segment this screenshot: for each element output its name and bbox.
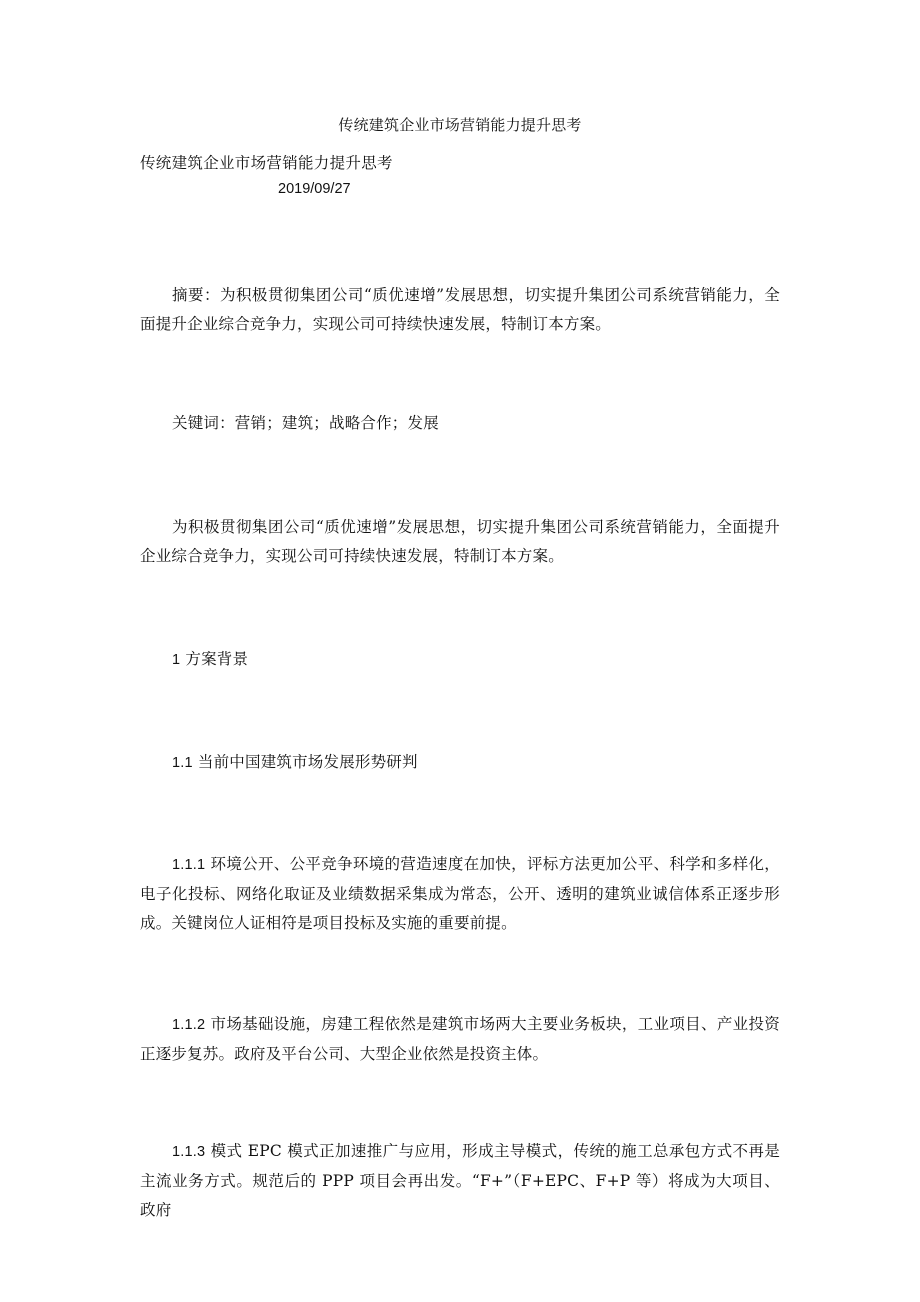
section-1-heading — [172, 647, 248, 672]
item-1-1-3-paragraph — [140, 1137, 780, 1225]
section-1-title: 方案背景 — [185, 650, 249, 668]
section-1-1-number: 1.1 — [172, 755, 193, 771]
document-subtitle: 传统建筑企业市场营销能力提升思考 — [140, 154, 393, 172]
section-1-1-title: 当前中国建筑市场发展形势研判 — [197, 753, 418, 771]
item-1-1-1-number: 1.1.1 — [172, 857, 206, 873]
section-1-number: 1 — [172, 652, 181, 668]
item-1-1-2-paragraph — [140, 1010, 780, 1069]
item-1-1-3-text: 模式 EPC 模式正加速推广与应用，形成主导模式，传统的施工总承包方式不再是主流业务方式。规范后的 PPP 项目会再出发。“F+”（F+EPC、F+P 等）将成为大项目、政府 — [140, 1142, 780, 1219]
section-1-1-heading — [172, 750, 418, 775]
intro-paragraph: 为积极贯彻集团公司“质优速增”发展思想，切实提升集团公司系统营销能力，全面提升企业综合竞争力，实现公司可持续快速发展，特制订本方案。 — [140, 518, 780, 565]
item-1-1-3-number: 1.1.3 — [172, 1144, 206, 1160]
abstract-paragraph: 摘要：为积极贯彻集团公司“质优速增”发展思想，切实提升集团公司系统营销能力，全面提升企业综合竞争力，实现公司可持续快速发展，特制订本方案。 — [140, 286, 780, 333]
keywords-line: 关键词：营销；建筑；战略合作；发展 — [172, 414, 439, 432]
document-title: 传统建筑企业市场营销能力提升思考 — [338, 116, 582, 134]
item-1-1-1-text: 环境公开、公平竞争环境的营造速度在加快，评标方法更加公平、科学和多样化，电子化投标、网络化取证及业绩数据采集成为常态，公开、透明的建筑业诚信体系正逐步形成。关键岗位人证相符是项目投标及实施的重要前提。 — [140, 855, 780, 932]
publish-date: 2019/09/27 — [278, 181, 351, 197]
item-1-1-1-paragraph — [140, 850, 780, 938]
item-1-1-2-number: 1.1.2 — [172, 1017, 206, 1033]
item-1-1-2-text: 市场基础设施，房建工程依然是建筑市场两大主要业务板块，工业项目、产业投资正逐步复苏。政府及平台公司、大型企业依然是投资主体。 — [140, 1015, 780, 1063]
